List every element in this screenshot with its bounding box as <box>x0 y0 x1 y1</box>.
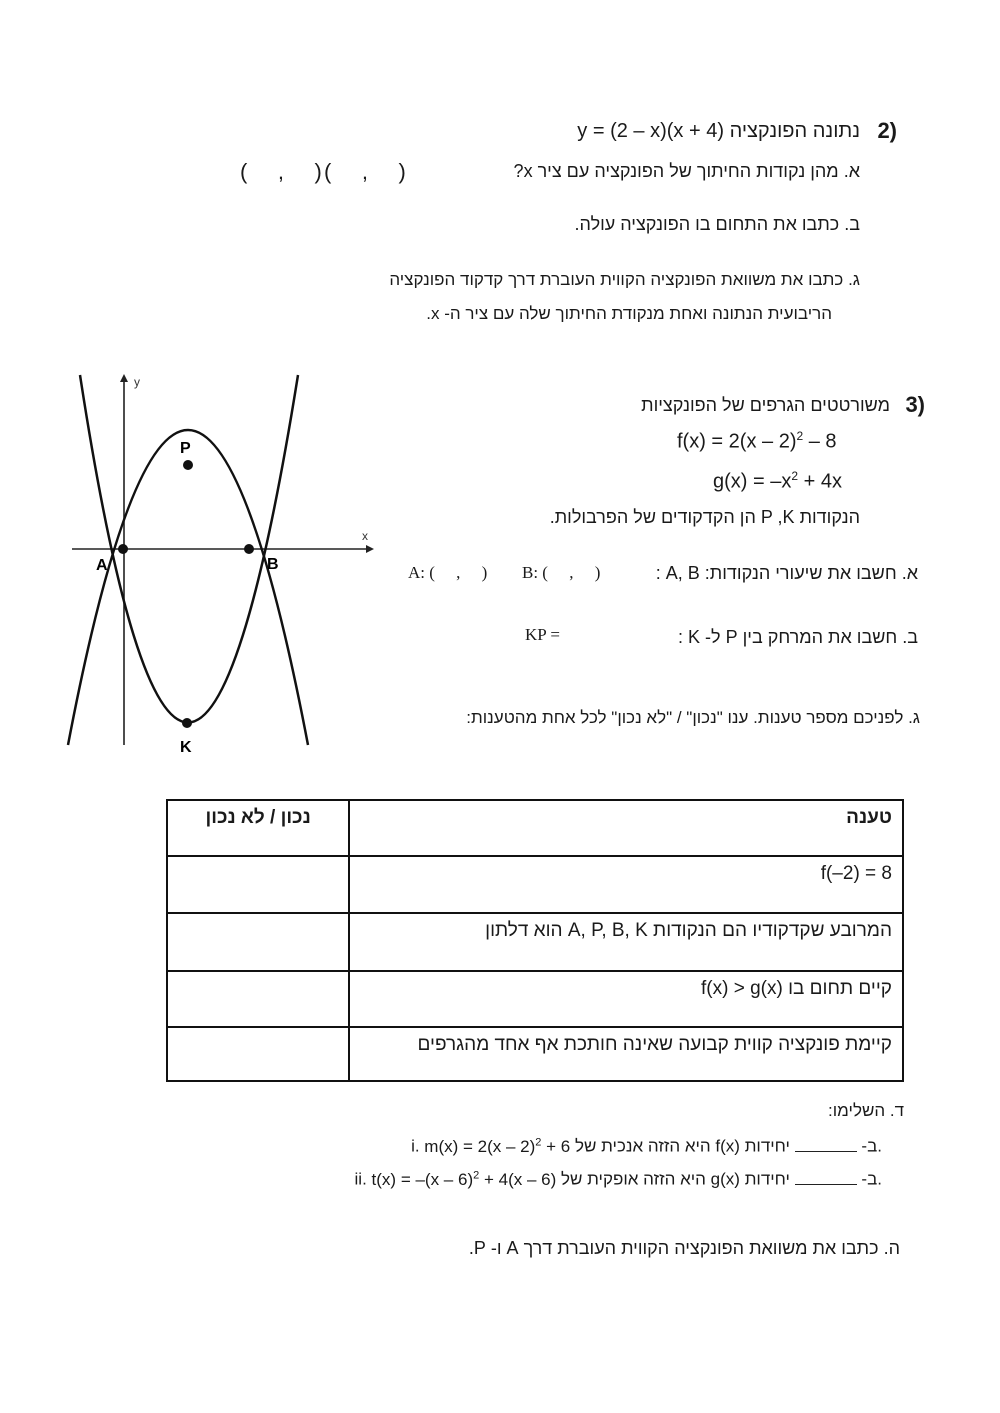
q3-g-formula-exp: 2 <box>791 469 799 483</box>
q2-formula: y = (2 – x)(x + 4) <box>577 120 724 142</box>
q2-c-line1: כתבו את משוואת הפונקציה הקווית העוברת דרך קדקוד הפונקציה <box>389 270 844 289</box>
x-axis-label: x <box>362 529 368 543</box>
table-row <box>167 856 903 913</box>
answer-cell[interactable] <box>167 913 349 971</box>
table-row <box>167 1027 903 1081</box>
q2-b-text: כתבו את התחום בו הפונקציה עולה. <box>574 214 840 234</box>
q3-b <box>678 627 918 648</box>
q3-g-formula <box>713 469 842 494</box>
table-header-row <box>167 800 903 856</box>
q2-number: 2) <box>877 118 897 143</box>
q2-b <box>575 214 860 235</box>
q2-a-answer-1[interactable]: ( , ) <box>324 159 406 184</box>
q3-a <box>656 563 918 584</box>
q2-a-text: מהן נקודות החיתוך של הפונקציה עם ציר x? <box>513 161 839 181</box>
y-axis-label: y <box>134 375 140 389</box>
answer-cell[interactable] <box>167 971 349 1027</box>
claim-cell: קיים תחום בו f(x) > g(x) <box>349 971 903 1027</box>
x-axis-arrow-icon <box>366 545 374 553</box>
claim-cell: קיימת פונקציה קווית קבועה שאינה חותכת אף אחד מהגרפים <box>349 1027 903 1081</box>
q3-c <box>466 708 920 728</box>
g-parabola <box>68 430 308 745</box>
point-P-dot <box>183 460 193 470</box>
q3-d-ii-formula <box>372 1170 557 1189</box>
q3-d-ii-text-a: היא הזזה אופקית של g(x) ב- <box>560 1169 878 1189</box>
q3-f-formula-tail: – 8 <box>803 430 837 453</box>
parabolas-graph <box>66 370 376 760</box>
q3-d-i-text-a: היא הזזה אנכית של f(x) ב- <box>575 1136 878 1156</box>
q3-d-i-formula-main: m(x) = 2(x – 2) <box>424 1136 536 1156</box>
q3-d-i-formula-exp: 2 <box>535 1136 542 1148</box>
point-B-label: B <box>267 556 279 573</box>
point-A-label: A <box>96 557 108 574</box>
claim-cell <box>349 856 903 913</box>
q3-f-formula <box>677 429 837 454</box>
q3-e <box>469 1238 900 1259</box>
q2-c-line2: הריבועית הנתונה ואחת מנקודת החיתוך שלה עם ציר ה- x. <box>426 304 832 323</box>
q3-a-text: חשבו את שיעורי הנקודות: A, B : <box>655 563 897 583</box>
q3-g-formula-main: g(x) = –x <box>713 470 792 493</box>
q3-f-formula-main: f(x) = 2(x – 2) <box>677 430 797 453</box>
q3-b-prefix: ב. <box>902 627 918 647</box>
y-axis-arrow-icon <box>120 374 128 382</box>
q3-b-answer[interactable]: KP = <box>525 625 560 644</box>
claim-text: f(–2) = 8 <box>820 863 892 884</box>
q3-d-i-text-b: יחידות. <box>744 1136 882 1156</box>
q3-d-i <box>411 1136 882 1157</box>
q3-d-ii-index: ii. <box>354 1169 367 1189</box>
q3-d-i-index: i. <box>411 1136 420 1156</box>
point-K-dot <box>182 718 192 728</box>
table-row <box>167 913 903 971</box>
q3-intro: משורטטים הגרפים של הפונקציות <box>641 395 890 415</box>
q3-c-text: לפניכם מספר טענות. ענו "נכון" / "לא נכון" לכל אחת מהטענות: <box>466 708 904 727</box>
q3-d-ii-text-b: יחידות. <box>744 1169 882 1189</box>
header-claim: טענה <box>349 800 903 856</box>
answer-cell[interactable] <box>167 1027 349 1081</box>
point-B-dot <box>244 544 254 554</box>
q3-d-title: ד. השלימו: <box>828 1101 904 1120</box>
q3-number: 3) <box>905 392 925 417</box>
q3-a-prefix: א. <box>901 563 918 583</box>
q2-a-answer-2[interactable]: ( , ) <box>240 159 322 184</box>
point-P-label: P <box>180 440 191 457</box>
claims-table <box>166 799 904 1082</box>
q3-d-ii-blank[interactable] <box>795 1170 857 1185</box>
q2-b-prefix: ב. <box>844 214 860 234</box>
q3-a-answer-A[interactable]: A: ( , ) <box>408 563 488 582</box>
q3-f-formula-exp: 2 <box>796 429 804 443</box>
q3-c-prefix: ג. <box>908 708 920 727</box>
q2-intro <box>577 120 860 143</box>
q3-d-ii-formula-main: t(x) = –(x – 6) <box>371 1169 474 1189</box>
q3-a-answer-B[interactable]: B: ( , ) <box>522 563 601 582</box>
q3-vertices-text: הנקודות P ,K הן הקדקודים של הפרבולות. <box>549 507 860 527</box>
q3-g-formula-tail: + 4x <box>798 470 842 493</box>
q3-b-text: חשבו את המרחק בין P ל- K : <box>678 627 898 647</box>
q2-c-prefix: ג. <box>848 270 860 289</box>
q3-d-i-formula-tail: + 6 <box>541 1136 571 1156</box>
q2-intro-text: נתונה הפונקציה <box>729 120 860 142</box>
q3-d-ii <box>355 1169 882 1190</box>
q3-d-ii-formula-tail: + 4(x – 6) <box>479 1169 557 1189</box>
q3-e-text: כתבו את משוואת הפונקציה הקווית העוברת דרך A ו- P. <box>468 1238 879 1258</box>
point-K-label: K <box>180 739 192 756</box>
q2-c <box>389 270 860 290</box>
point-A-dot <box>118 544 128 554</box>
claim-cell: המרובע שקדקודיו הם הנקודות A, P, B, K הוא דלתון <box>349 913 903 971</box>
answer-cell[interactable] <box>167 856 349 913</box>
q3-d-ii-formula-exp: 2 <box>473 1169 480 1181</box>
table-row <box>167 971 903 1027</box>
header-answer: נכון / לא נכון <box>167 800 349 856</box>
q3-d-i-blank[interactable] <box>795 1137 857 1152</box>
q2-a <box>514 161 860 182</box>
q3-e-prefix: ה. <box>883 1238 900 1258</box>
q2-a-prefix: א. <box>843 161 860 181</box>
q3-d-i-formula <box>424 1137 570 1156</box>
